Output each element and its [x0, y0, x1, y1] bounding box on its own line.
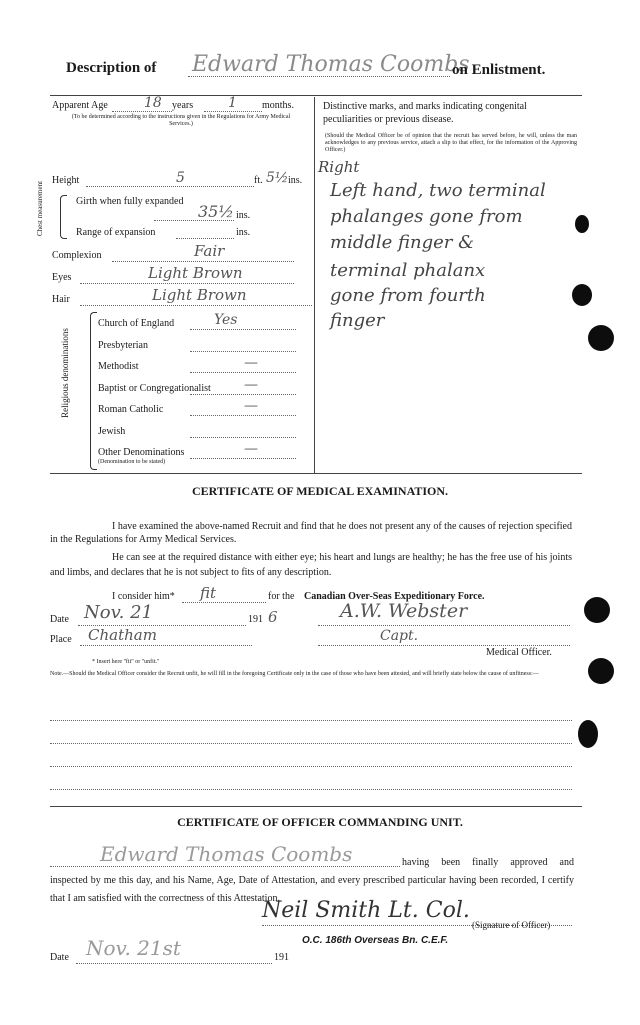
religion-dotted-line: [190, 415, 296, 416]
unfit-line-2: [50, 743, 572, 744]
fit-value: fit: [200, 584, 217, 602]
apparent-age-label: Apparent Age: [52, 100, 108, 111]
place-value: Chatham: [88, 626, 157, 644]
commanding-date-value: Nov. 21st: [86, 936, 181, 960]
complexion-line: [112, 261, 294, 262]
marks-line: Right: [318, 158, 360, 176]
religion-label: Jewish: [98, 425, 126, 437]
medical-year-prefix: 191: [248, 614, 263, 625]
age-years-value: 18: [144, 95, 162, 111]
girth-label: Girth when fully expanded: [76, 196, 184, 207]
marks-line: phalanges gone from: [330, 206, 523, 227]
range-label: Range of expansion: [76, 227, 156, 238]
religion-value: —: [244, 355, 258, 371]
complexion-value: Fair: [194, 242, 225, 260]
unit-stamp: O.C. 186th Overseas Bn. C.E.F.: [302, 935, 449, 946]
punch-hole-2: [588, 658, 614, 684]
medical-officer-label: Medical Officer.: [486, 647, 552, 658]
unfit-line-3: [50, 766, 572, 767]
girth-ins-label: ins.: [236, 210, 251, 221]
girth-value: 35½: [198, 202, 234, 221]
marks-heading: Distinctive marks, and marks indicating congenital peculiarities or previous disease.: [323, 101, 527, 125]
commanding-paragraph: having been finally approved and inspected by me this day, and his Name, Age, Date of Attestation, and every prescribed particular having been recorded, I certify that I am satisfied with the correctness of this Attestation.: [50, 857, 574, 904]
medical-officer-signature: A.W. Webster: [340, 600, 468, 622]
religion-dotted-line: [190, 394, 296, 395]
height-ft-line: [86, 186, 254, 187]
medical-paragraph-1: I have examined the above-named Recruit and find that he does not present any of the causes of rejection specified in the Regulations for Army Medical Services.: [50, 521, 572, 545]
title-prefix: Description of: [66, 60, 157, 76]
unfit-line-1: [50, 720, 572, 721]
religion-label: Baptist or Congregationalist: [98, 382, 211, 394]
religion-dotted-line: [190, 351, 296, 352]
title-suffix: on Enlistment.: [452, 62, 546, 78]
religion-label: Methodist: [98, 361, 139, 372]
religion-value: —: [244, 398, 258, 414]
religion-dotted-line: [190, 437, 296, 438]
religion-label: Roman Catholic: [98, 404, 164, 415]
punch-hole-5: [578, 720, 598, 748]
complexion-label: Complexion: [52, 250, 102, 261]
age-months-value: 1: [228, 95, 237, 111]
unfit-note: Note.—Should the Medical Officer consider the Recruit unfit, he will fill in the foregoing Certificate only in the case of those who have been attested, and will briefly state below the cause of unfitness:—: [50, 671, 539, 677]
religion-dotted-line: [190, 372, 296, 373]
religion-value: —: [244, 376, 258, 393]
marks-line: terminal phalanx: [330, 260, 486, 281]
chest-brace: [60, 195, 67, 239]
religion-value: Yes: [214, 312, 238, 328]
height-ft-value: 5: [176, 170, 185, 186]
force-name: Canadian Over-Seas Expeditionary Force.: [304, 591, 485, 602]
medical-signature-line: [318, 625, 570, 626]
marks-line: Left hand, two terminal: [330, 180, 546, 201]
marks-line: middle finger &: [330, 232, 475, 253]
medical-date-value: Nov. 21: [84, 602, 153, 623]
medical-officer-rank: Capt.: [380, 628, 419, 644]
place-label: Place: [50, 634, 72, 645]
punch-hole-1: [584, 597, 610, 623]
column-divider: [314, 97, 315, 473]
name-dotted-line: [188, 76, 450, 77]
punch-hole-3: [588, 325, 614, 351]
top-rule: [50, 95, 582, 96]
commanding-date-line: [76, 963, 272, 964]
range-ins-label: ins.: [236, 227, 251, 238]
age-years-line: [112, 111, 172, 112]
religion-dotted-line: [190, 329, 296, 330]
commanding-name-handwritten: Edward Thomas Coombs: [100, 842, 353, 866]
medical-heading: CERTIFICATE OF MEDICAL EXAMINATION.: [191, 484, 449, 498]
commanding-year-prefix: 191: [274, 952, 289, 963]
height-label: Height: [52, 175, 80, 186]
punch-hole-6: [575, 215, 589, 233]
punch-hole-4: [572, 284, 592, 306]
religion-dotted-line: [190, 458, 296, 459]
religion-brace: [90, 312, 97, 470]
consider-label: I consider him*: [112, 591, 175, 602]
eyes-label: Eyes: [52, 272, 72, 283]
commanding-officer-signature: Neil Smith Lt. Col.: [262, 898, 470, 923]
religion-label: Presbyterian: [98, 339, 148, 351]
religion-group-label: Religious denominations: [60, 328, 70, 418]
ft-label: ft.: [254, 175, 263, 186]
recruit-name-handwritten: Edward Thomas Coombs: [192, 52, 470, 77]
religion-label: Church of England: [98, 318, 175, 329]
marks-line: gone from fourth: [330, 285, 486, 306]
fit-footnote: * Insert here "fit" or "unfit.": [92, 659, 160, 665]
ins-label: ins.: [288, 175, 303, 186]
years-label: years: [172, 100, 194, 111]
height-ins-value: 5½: [266, 170, 289, 186]
medical-date-label: Date: [50, 614, 69, 625]
section-rule: [50, 473, 582, 474]
unfit-line-4: [50, 789, 572, 790]
signature-of-officer-label: (Signature of Officer): [472, 920, 551, 930]
place-line: [80, 645, 252, 646]
for-label: for the: [268, 591, 295, 602]
age-months-line: [204, 111, 262, 112]
medical-paragraph-2: He can see at the required distance with either eye; his heart and lungs are healthy; he has the free use of his joints and limbs, and declares that he is not subject to fits of any description.: [50, 552, 572, 578]
hair-label: Hair: [52, 294, 70, 305]
commanding-date-label: Date: [50, 952, 69, 963]
medical-rank-line: [318, 645, 570, 646]
months-label: months.: [262, 100, 294, 111]
range-line: [176, 238, 234, 239]
fit-line: [182, 602, 266, 603]
marks-note: (Should the Medical Officer be of opinion that the recruit has served before, he will, unless the man acknowledges to any previous service, attach a slip to that effect, for the information of the Approving Officer.): [325, 133, 577, 153]
denomination-note: (Denomination to be stated): [98, 459, 166, 465]
hair-value: Light Brown: [152, 286, 247, 304]
age-note: (To be determined according to the instructions given in the Regulations for Army Medical Services.): [71, 114, 291, 127]
chest-measurement-label: Chest measurement: [36, 180, 44, 236]
religion-value: —: [244, 441, 258, 457]
commanding-rule: [50, 806, 582, 807]
eyes-value: Light Brown: [148, 264, 243, 282]
religion-label: Other Denominations: [98, 447, 185, 458]
commanding-heading: CERTIFICATE OF OFFICER COMMANDING UNIT.: [177, 815, 463, 829]
hair-line: [80, 305, 312, 306]
medical-year-suffix: 6: [268, 608, 278, 626]
marks-line: finger: [330, 310, 385, 331]
eyes-line: [80, 283, 294, 284]
